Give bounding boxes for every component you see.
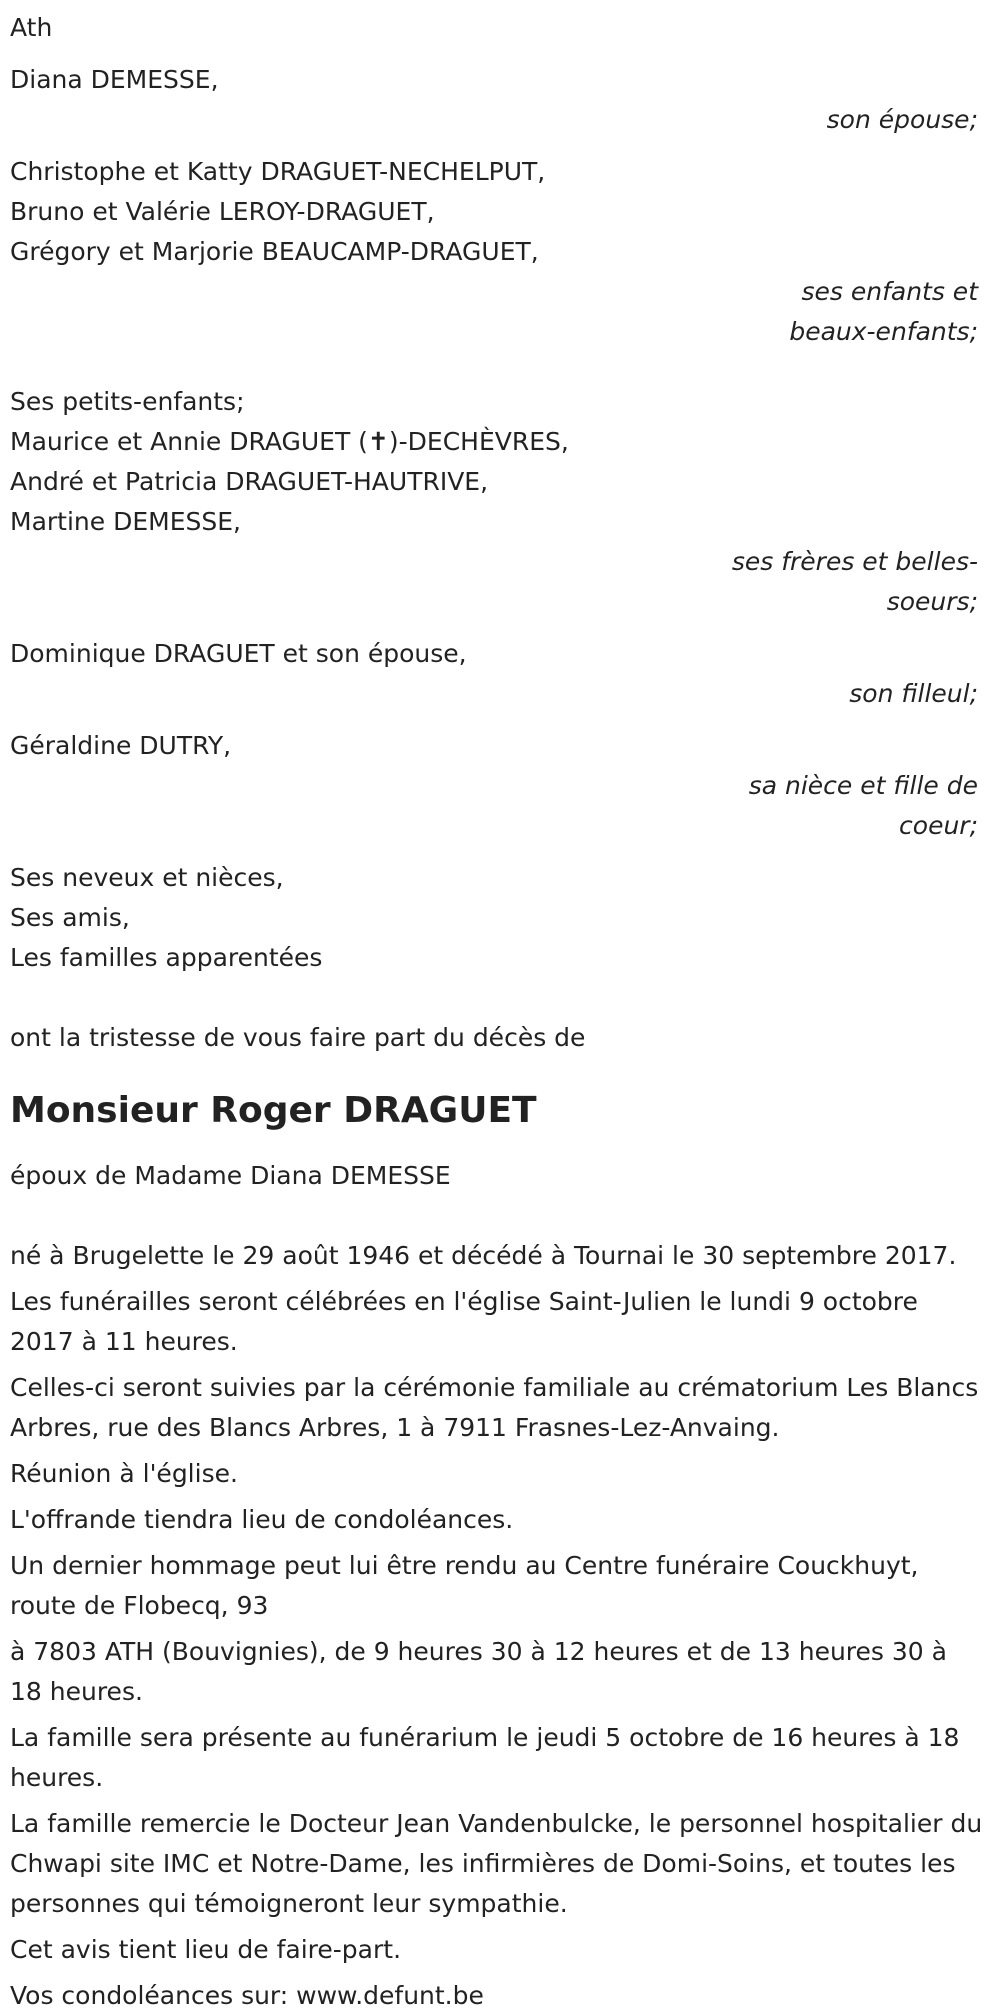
family-name: Martine DEMESSE, <box>10 507 241 536</box>
family-name: Maurice et Annie DRAGUET (✝)-DECHÈVRES, <box>10 427 569 456</box>
other-relatives <box>10 858 990 978</box>
family-name: André et Patricia DRAGUET-HAUTRIVE, <box>10 467 489 496</box>
family-name: Diana DEMESSE, <box>10 65 219 94</box>
family-name: Géraldine DUTRY, <box>10 731 232 760</box>
detail-paragraph: à 7803 ATH (Bouvignies), de 9 heures 30 à 12 heures et de 13 heures 30 à 18 heures. <box>10 1637 947 1706</box>
detail-paragraph: La famille remercie le Docteur Jean Vandenbulcke, le personnel hospitalier du Chwapi site IMC et Notre-Dame, les infirmières de Domi-Soins, et toutes les personnes qui témoigneront leur sympathie. <box>10 1809 983 1918</box>
relation-label: ses enfants et <box>801 277 978 306</box>
detail-paragraph: né à Brugelette le 29 août 1946 et décédé à Tournai le 30 septembre 2017. <box>10 1241 957 1270</box>
family-group-children <box>10 152 990 352</box>
relation-label: soeurs; <box>886 587 978 616</box>
announcement-text: ont la tristesse de vous faire part du décès de <box>10 1023 586 1052</box>
relation-label: sa nièce et fille de <box>748 771 978 800</box>
family-name: Ses petits-enfants; <box>10 387 245 416</box>
family-name: Dominique DRAGUET et son épouse, <box>10 639 467 668</box>
family-group-spouse <box>10 60 990 140</box>
detail-paragraph: Celles-ci seront suivies par la cérémonie familiale au crématorium Les Blancs Arbres, rue des Blancs Arbres, 1 à 7911 Frasnes-Lez-Anvaing. <box>10 1373 979 1442</box>
obituary-details <box>10 1236 990 2016</box>
family-name: Grégory et Marjorie BEAUCAMP-DRAGUET, <box>10 237 539 266</box>
relatives-line: Ses neveux et nièces, <box>10 863 284 892</box>
relatives-line: Les familles apparentées <box>10 943 323 972</box>
relation-label: son épouse; <box>826 105 978 134</box>
relation-label: coeur; <box>899 811 978 840</box>
family-group-siblings <box>10 382 990 622</box>
relatives-line: Ses amis, <box>10 903 130 932</box>
family-name: Christophe et Katty DRAGUET-NECHELPUT, <box>10 157 546 186</box>
relation-label: beaux-enfants; <box>789 317 978 346</box>
spouse-of-text: époux de Madame Diana DEMESSE <box>10 1161 451 1190</box>
detail-paragraph: La famille sera présente au funérarium le jeudi 5 octobre de 16 heures à 18 heures. <box>10 1723 960 1792</box>
family-name: Bruno et Valérie LEROY-DRAGUET, <box>10 197 435 226</box>
detail-paragraph: Réunion à l'église. <box>10 1459 238 1488</box>
detail-paragraph: Les funérailles seront célébrées en l'église Saint-Julien le lundi 9 octobre 2017 à 11 heures. <box>10 1287 918 1356</box>
location: Ath <box>10 13 53 42</box>
relation-label: son filleul; <box>849 679 978 708</box>
family-group-niece <box>10 726 990 846</box>
detail-paragraph: Un dernier hommage peut lui être rendu au Centre funéraire Couckhuyt, route de Flobecq, 93 <box>10 1551 919 1620</box>
condolences-link-text: Vos condoléances sur: www.defunt.be <box>10 1981 484 2010</box>
family-group-godson <box>10 634 990 714</box>
relation-label: ses frères et belles- <box>731 547 978 576</box>
deceased-name: Monsieur Roger DRAGUET <box>10 1090 537 1131</box>
detail-paragraph: Cet avis tient lieu de faire-part. <box>10 1935 402 1964</box>
detail-paragraph: L'offrande tiendra lieu de condoléances. <box>10 1505 514 1534</box>
